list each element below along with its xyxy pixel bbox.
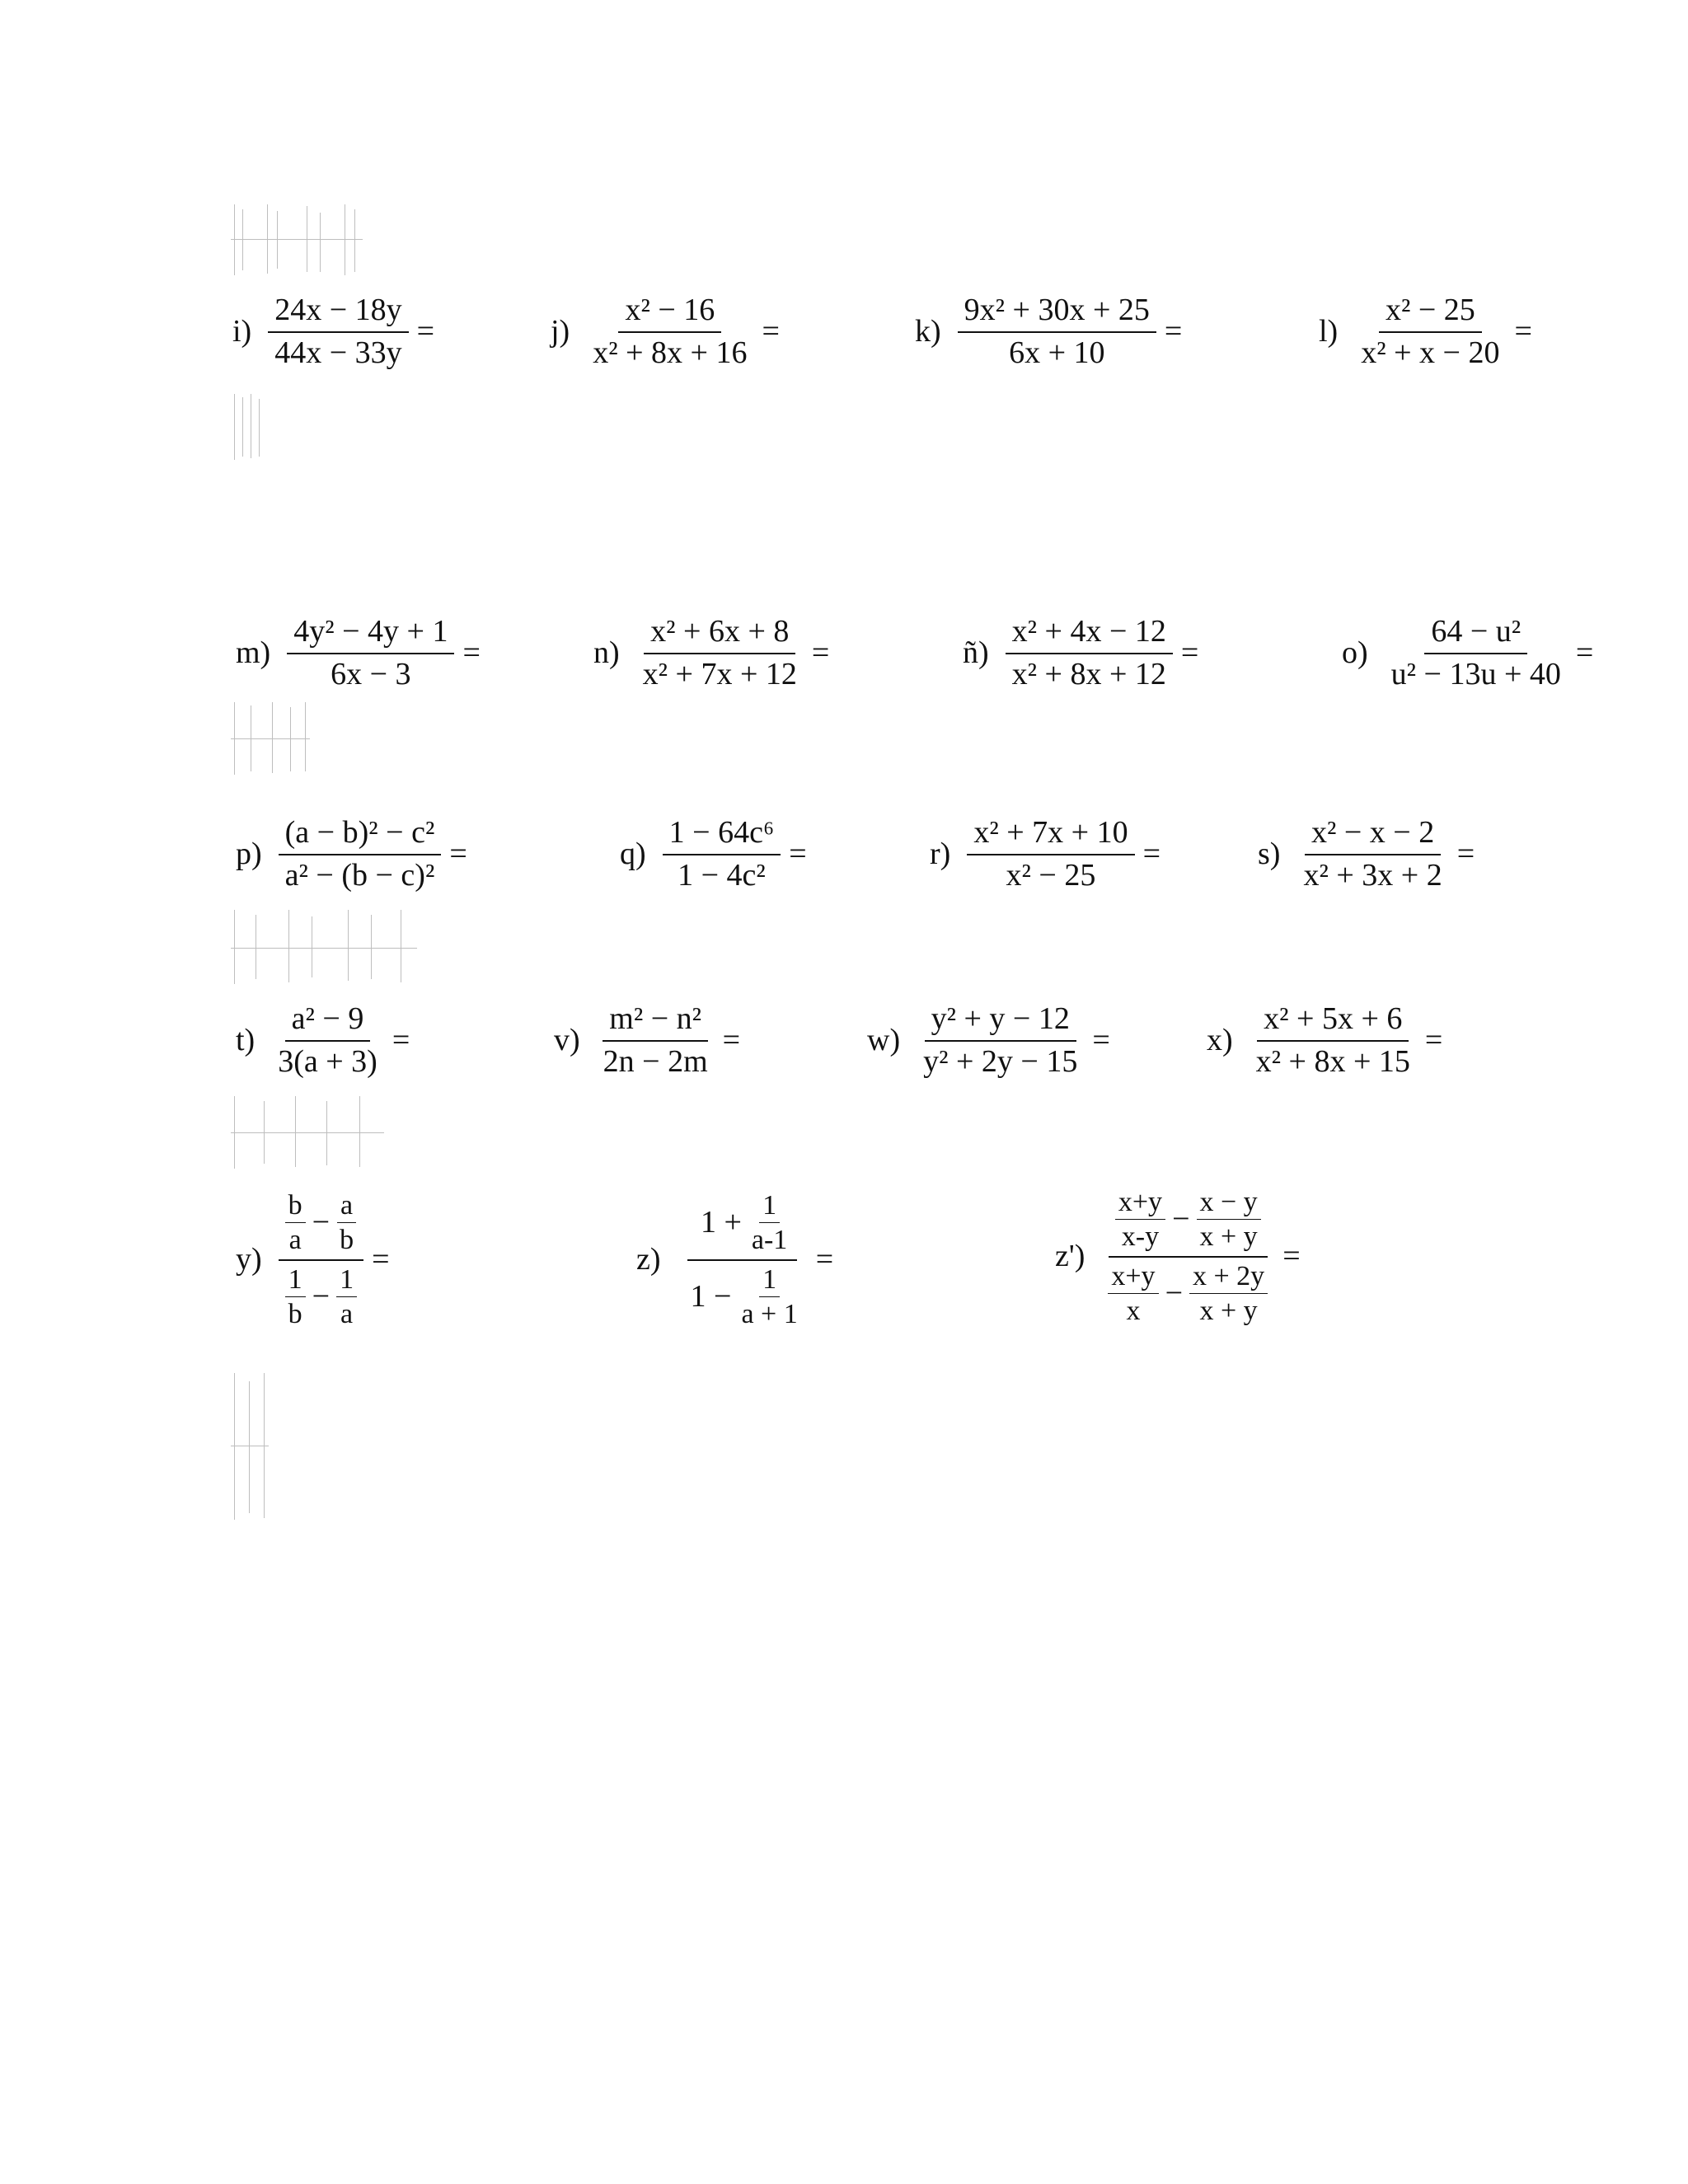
equals-sign: =	[1514, 313, 1532, 349]
denominator: 3(a + 3)	[278, 1043, 377, 1079]
numerator	[1109, 1187, 1268, 1258]
numerator: 24x − 18y	[268, 293, 408, 333]
equals-sign: =	[1180, 635, 1199, 670]
denominator: x² + x − 20	[1361, 335, 1500, 370]
exercise-m	[236, 615, 481, 692]
numerator: x² + 7x + 10	[967, 816, 1134, 855]
operator: −	[1172, 1201, 1190, 1236]
exercise-label: v)	[554, 1022, 580, 1057]
inner-numerator: 1	[759, 1190, 780, 1223]
exercise-w	[867, 1002, 1110, 1080]
equals-sign: =	[1092, 1022, 1110, 1057]
lead-term: 1 −	[690, 1278, 732, 1314]
fraction	[586, 293, 753, 371]
exercise-label: l)	[1319, 313, 1339, 349]
fraction	[636, 615, 804, 692]
fraction	[1385, 615, 1568, 692]
fraction	[271, 1002, 384, 1080]
numerator: x² + 5x + 6	[1257, 1002, 1409, 1042]
fraction	[1296, 816, 1448, 893]
inner-numerator: x − y	[1197, 1187, 1261, 1220]
fraction	[279, 816, 442, 893]
exercise-label: t)	[236, 1022, 256, 1057]
exercise-label: o)	[1342, 635, 1368, 670]
numerator: y² + y − 12	[925, 1002, 1076, 1042]
exercise-label: q)	[620, 836, 646, 871]
exercise-label: i)	[232, 313, 252, 349]
inner-fraction	[1115, 1187, 1165, 1253]
exercise-label: n)	[593, 635, 620, 670]
compound-fraction	[1101, 1187, 1274, 1327]
numerator	[279, 1190, 363, 1261]
scan-artifact	[231, 204, 363, 275]
compound-fraction	[279, 1190, 363, 1330]
inner-numerator: x+y	[1115, 1187, 1165, 1220]
equals-sign: =	[416, 313, 435, 349]
exercise-label: x)	[1207, 1022, 1233, 1057]
denominator: x² + 8x + 15	[1255, 1043, 1410, 1079]
numerator	[687, 1190, 797, 1261]
inner-denominator: x-y	[1121, 1221, 1160, 1253]
numerator: 64 − u²	[1424, 615, 1527, 654]
exercise-q	[620, 816, 807, 893]
inner-fraction	[285, 1190, 306, 1256]
exercise-y	[236, 1190, 390, 1330]
fraction	[268, 293, 408, 371]
equals-sign: =	[1164, 313, 1183, 349]
inner-denominator: a-1	[751, 1225, 788, 1256]
exercise-p	[236, 816, 467, 893]
denominator: 2n − 2m	[603, 1043, 708, 1079]
exercise-o	[1342, 615, 1593, 692]
exercise-enye	[963, 615, 1198, 692]
inner-fraction	[748, 1190, 790, 1256]
inner-denominator: a + 1	[741, 1299, 798, 1330]
numerator: 1 − 64c⁶	[663, 816, 781, 855]
lead-term: 1 +	[700, 1204, 742, 1240]
equals-sign: =	[392, 1022, 410, 1057]
exercise-z-prime	[1055, 1187, 1301, 1327]
exercise-t	[236, 1002, 410, 1080]
inner-numerator: x + 2y	[1189, 1261, 1268, 1294]
inner-fraction	[738, 1264, 800, 1330]
inner-fraction	[1108, 1261, 1158, 1327]
equals-sign: =	[722, 1022, 741, 1057]
denominator: y² + 2y − 15	[923, 1043, 1078, 1079]
inner-fraction	[285, 1264, 306, 1330]
fraction	[967, 816, 1134, 893]
exercise-s	[1258, 816, 1475, 893]
inner-numerator: a	[337, 1190, 356, 1223]
operator: −	[312, 1278, 331, 1314]
inner-denominator: b	[340, 1225, 354, 1256]
exercise-label: p)	[236, 836, 262, 871]
equals-sign: =	[762, 313, 780, 349]
denominator	[1101, 1258, 1274, 1327]
inner-numerator: 1	[759, 1264, 780, 1297]
numerator: (a − b)² − c²	[279, 816, 442, 855]
equals-sign: =	[789, 836, 807, 871]
scan-artifact	[232, 394, 262, 460]
equals-sign: =	[1424, 1022, 1443, 1057]
operator: −	[312, 1204, 331, 1240]
inner-denominator: x + y	[1199, 1296, 1258, 1327]
inner-denominator: x	[1126, 1296, 1141, 1327]
operator: −	[1165, 1275, 1183, 1310]
inner-fraction	[1197, 1187, 1261, 1253]
fraction	[663, 816, 781, 893]
fraction	[958, 293, 1156, 371]
fraction	[917, 1002, 1084, 1080]
equals-sign: =	[1282, 1238, 1301, 1273]
exercise-v	[554, 1002, 740, 1080]
numerator: 4y² − 4y + 1	[287, 615, 454, 654]
denominator	[678, 1261, 808, 1330]
inner-numerator: b	[285, 1190, 306, 1223]
equals-sign: =	[1142, 836, 1161, 871]
inner-numerator: 1	[336, 1264, 357, 1297]
compound-fraction	[678, 1190, 808, 1330]
exercise-label: s)	[1258, 836, 1281, 871]
equals-sign: =	[815, 1241, 834, 1277]
numerator: a² − 9	[285, 1002, 371, 1042]
fraction	[287, 615, 454, 692]
exercise-k	[915, 293, 1182, 371]
inner-denominator: a	[288, 1225, 302, 1256]
denominator: x² + 8x + 12	[1011, 656, 1166, 691]
fraction	[1354, 293, 1506, 371]
numerator: x² + 4x − 12	[1006, 615, 1173, 654]
exercise-j	[551, 293, 780, 371]
scan-artifact	[231, 702, 310, 775]
denominator: 1 − 4c²	[678, 857, 766, 893]
inner-denominator: a	[340, 1299, 354, 1330]
exercise-label: r)	[930, 836, 951, 871]
exercise-n	[593, 615, 829, 692]
fraction	[1006, 615, 1173, 692]
exercise-label: j)	[551, 313, 570, 349]
numerator: m² − n²	[603, 1002, 708, 1042]
denominator: x² − 25	[1006, 857, 1096, 893]
fraction	[597, 1002, 715, 1080]
denominator: 44x − 33y	[274, 335, 402, 370]
scan-artifact	[231, 1096, 384, 1169]
exercise-r	[930, 816, 1160, 893]
equals-sign: =	[462, 635, 481, 670]
inner-denominator: x + y	[1199, 1221, 1258, 1253]
denominator	[279, 1261, 363, 1330]
exercise-label: ñ)	[963, 635, 989, 670]
numerator: x² − 25	[1379, 293, 1482, 333]
exercise-x	[1207, 1002, 1442, 1080]
denominator: x² + 8x + 16	[593, 335, 748, 370]
denominator: 6x − 3	[331, 656, 411, 691]
exercise-label: z')	[1055, 1238, 1085, 1273]
denominator: a² − (b − c)²	[284, 857, 435, 893]
scan-artifact	[231, 1373, 269, 1520]
inner-fraction	[1189, 1261, 1268, 1327]
numerator: x² − 16	[618, 293, 721, 333]
exercise-l	[1319, 293, 1532, 371]
numerator: x² + 6x + 8	[644, 615, 795, 654]
numerator: x² − x − 2	[1305, 816, 1441, 855]
denominator: x² + 3x + 2	[1303, 857, 1442, 893]
inner-denominator: b	[288, 1299, 302, 1330]
fraction	[1250, 1002, 1417, 1080]
exercise-i	[232, 293, 434, 371]
inner-numerator: 1	[285, 1264, 306, 1297]
exercise-label: w)	[867, 1022, 901, 1057]
numerator: 9x² + 30x + 25	[958, 293, 1156, 333]
denominator: x² + 7x + 12	[642, 656, 797, 691]
equals-sign: =	[449, 836, 467, 871]
equals-sign: =	[811, 635, 830, 670]
equals-sign: =	[1456, 836, 1475, 871]
scan-artifact	[231, 910, 417, 984]
inner-fraction	[336, 1190, 357, 1256]
denominator: 6x + 10	[1009, 335, 1105, 370]
exercise-label: m)	[236, 635, 271, 670]
denominator: u² − 13u + 40	[1390, 656, 1561, 691]
exercise-z	[636, 1190, 833, 1330]
equals-sign: =	[1575, 635, 1594, 670]
exercise-label: z)	[636, 1241, 661, 1277]
exercise-label: y)	[236, 1241, 262, 1277]
inner-numerator: x+y	[1108, 1261, 1158, 1294]
exercise-label: k)	[915, 313, 941, 349]
inner-fraction	[336, 1264, 357, 1330]
equals-sign: =	[372, 1241, 390, 1277]
